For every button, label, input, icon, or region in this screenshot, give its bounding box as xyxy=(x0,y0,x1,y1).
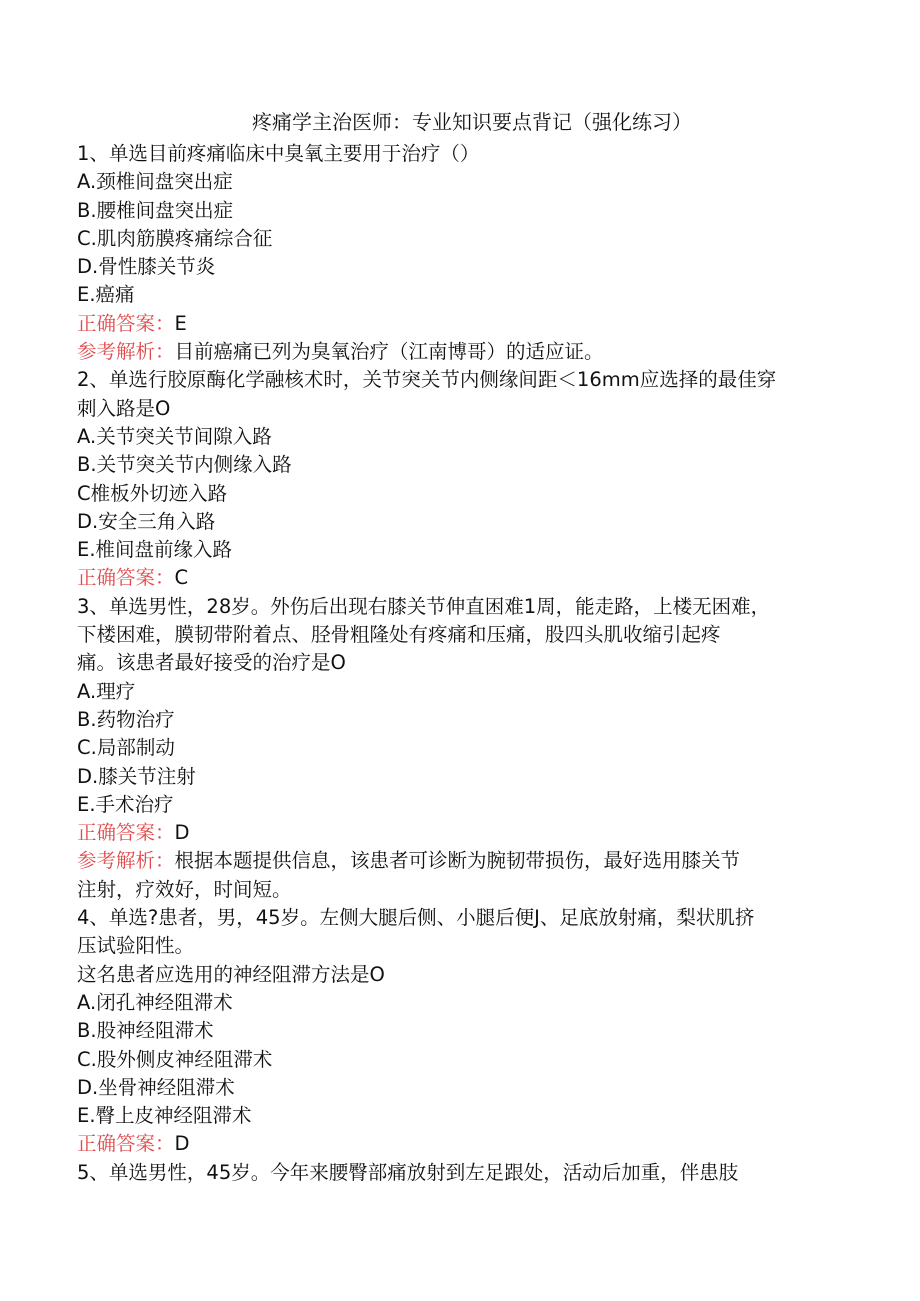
q1-answer xyxy=(77,310,847,338)
q3-option-c: C.局部制动 xyxy=(77,736,175,760)
analysis-text: 根据本题提供信息，该患者可诊断为腕韧带损伤，最好选用膝关节 xyxy=(174,849,741,873)
q2-option-d: D.安全三角入路 xyxy=(77,509,216,533)
question-2-stem-line2: 刺入路是O xyxy=(77,396,171,420)
answer-label: 正确答案： xyxy=(77,1132,175,1156)
q3-analysis-line1 xyxy=(77,847,847,875)
q4-option-d: D.坐骨神经阻滞术 xyxy=(77,1075,235,1099)
q2-option-b: B.关节突关节内侧缘入路 xyxy=(77,453,292,477)
q4-option-c: C.股外侧皮神经阻滞术 xyxy=(77,1047,273,1071)
question-1-stem: 1、单选目前疼痛临床中臭氧主要用于治疗（） xyxy=(77,142,480,165)
answer-value: D xyxy=(174,1132,190,1156)
q2-option-a: A.关节突关节间隙入路 xyxy=(77,424,272,448)
question-4-stem-line1: 4、单选?患者，男，45岁。左侧大腿后侧、小腿后便J、足底放射痛，梨状肌挤 xyxy=(77,906,755,930)
q3-option-b: B.药物治疗 xyxy=(77,707,175,731)
analysis-label: 参考解析： xyxy=(77,849,175,873)
q1-option-e: E.癌痛 xyxy=(77,283,135,307)
question-5-stem-line1: 5、单选男性，45岁。今年来腰臀部痛放射到左足跟处，活动后加重，伴患肢 xyxy=(77,1160,739,1184)
q2-answer xyxy=(77,564,847,592)
analysis-text: 目前癌痛已列为臭氧治疗（江南博哥）的适应证。 xyxy=(174,340,604,364)
q1-option-b: B.腰椎间盘突出症 xyxy=(77,198,234,222)
q4-answer xyxy=(77,1130,847,1158)
q4-option-e: E.臀上皮神经阻滞术 xyxy=(77,1104,252,1128)
analysis-label: 参考解析： xyxy=(77,340,175,364)
document-title: 疼痛学主治医师：专业知识要点背记（强化练习） xyxy=(252,110,692,134)
q4-option-b: B.股神经阻滞术 xyxy=(77,1019,214,1043)
answer-value: D xyxy=(174,821,190,845)
document-page xyxy=(77,108,847,1187)
q3-option-e: E.手术治疗 xyxy=(77,792,174,816)
answer-value: E xyxy=(174,311,187,335)
question-4-stem-line3: 这名患者应选用的神经阻滞方法是O xyxy=(77,962,385,986)
question-3-stem-line1: 3、单选男性，28岁。外伤后出现右膝关节伸直困难1周，能走路，上楼无困难， xyxy=(77,594,771,618)
q2-option-c: C椎板外切迹入路 xyxy=(77,481,228,505)
answer-label: 正确答案： xyxy=(77,311,175,335)
question-2-stem-line1: 2、单选行胶原酶化学融核术时，关节突关节内侧缘间距＜16mm应选择的最佳穿 xyxy=(77,368,777,392)
q1-option-c: C.肌肉筋膜疼痛综合征 xyxy=(77,226,273,250)
answer-label: 正确答案： xyxy=(77,821,175,845)
question-3-stem-line3: 痛。该患者最好接受的治疗是O xyxy=(77,651,346,675)
question-3-stem-line2: 下楼困难，膜韧带附着点、胫骨粗隆处有疼痛和压痛，股四头肌收缩引起疼 xyxy=(77,623,721,647)
q3-answer xyxy=(77,819,847,847)
answer-label: 正确答案： xyxy=(77,566,175,590)
q3-option-d: D.膝关节注射 xyxy=(77,764,196,788)
q4-option-a: A.闭孔神经阻滞术 xyxy=(77,990,233,1014)
question-4-stem-line2: 压试验阳性。 xyxy=(77,934,195,958)
q1-option-d: D.骨性膝关节炎 xyxy=(77,255,216,279)
q1-analysis xyxy=(77,338,847,366)
q1-option-a: A.颈椎间盘突出症 xyxy=(77,170,233,194)
q3-analysis-line2: 注射，疗效好，时间短。 xyxy=(77,877,292,901)
answer-value: C xyxy=(174,566,189,590)
q2-option-e: E.椎间盘前缘入路 xyxy=(77,538,233,562)
q3-option-a: A.理疗 xyxy=(77,679,136,703)
